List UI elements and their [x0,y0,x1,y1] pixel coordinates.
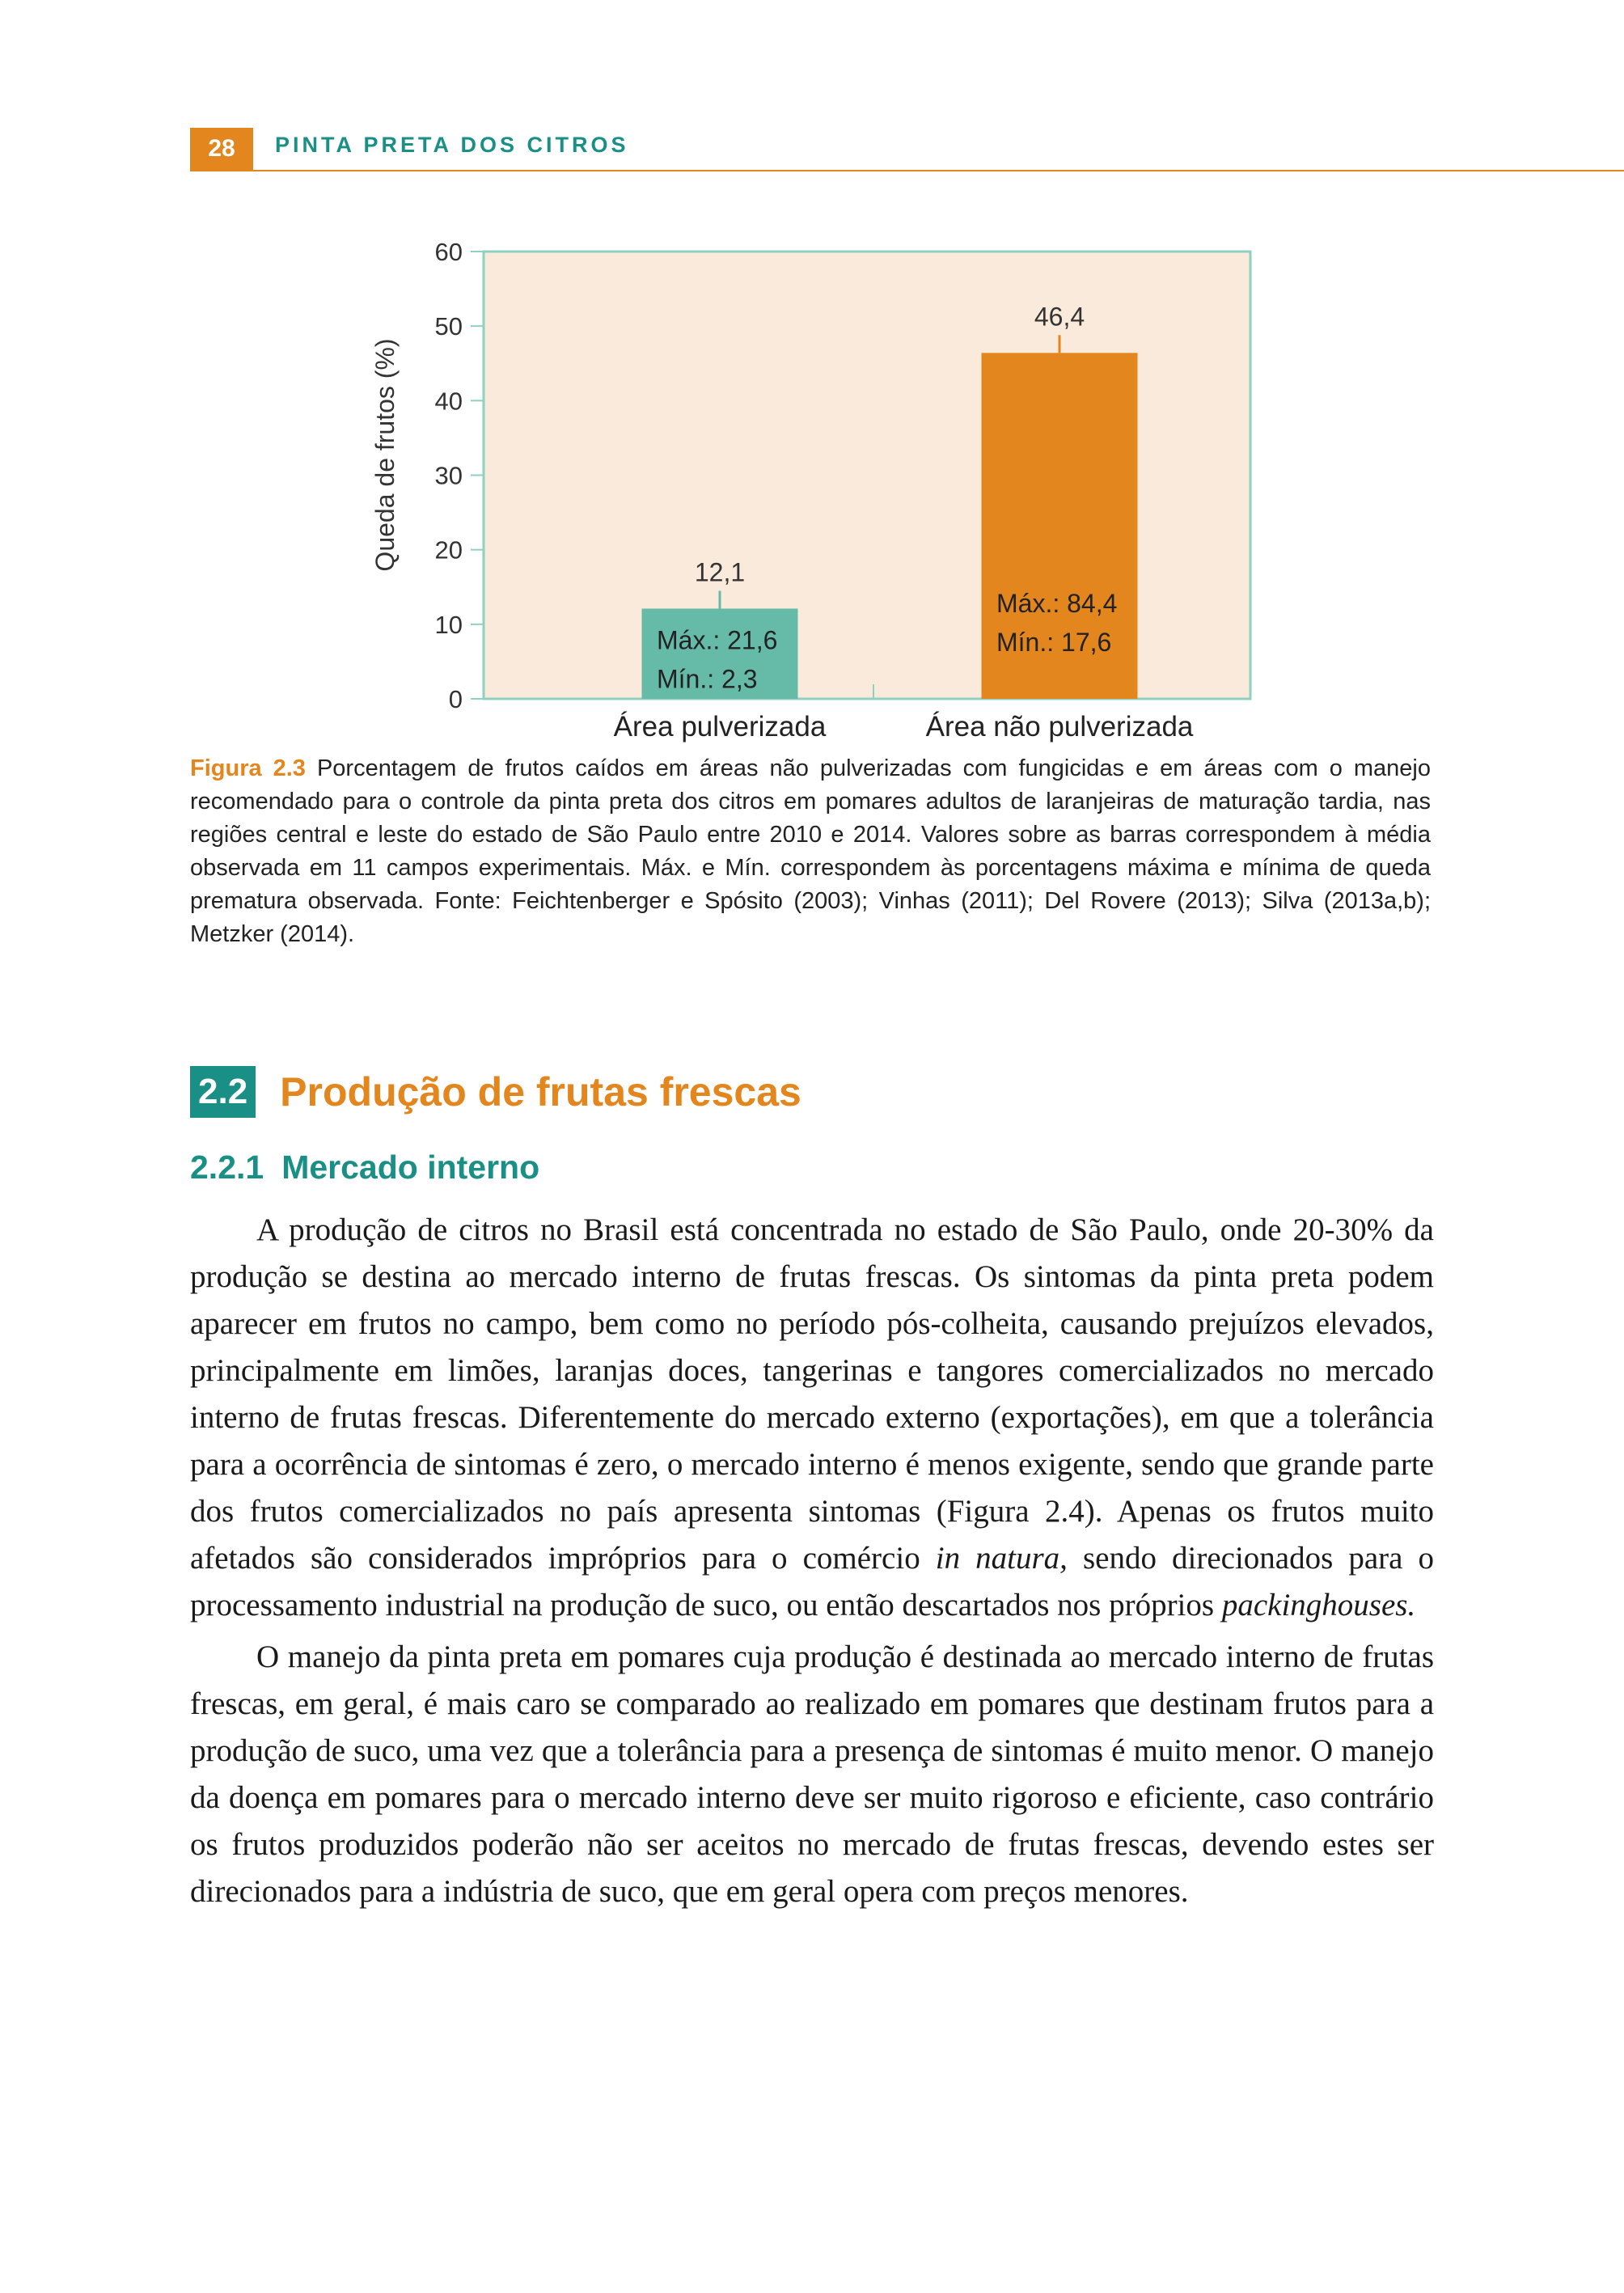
figure-caption-text: Porcentagem de frutos caídos em áreas não pulverizadas com fungicidas e em áreas com o manejo recomendado para o controle da pinta preta dos citros em pomares adultos de laranjeiras de maturação tardia, nas regiões central e leste do estado de São Paulo entre 2010 e 2014. Valores sobre as barras correspondem à média observada em 11 campos experimentais. Máx. e Mín. correspondem às porcentagens máxima e mínima de queda prematura observada. Fonte: Feichtenberger e Spósito (2003); Vinhas (2011); Del Rovere (2013); Silva (2013a,b); Metzker (2014). [190,755,1431,947]
figure-label: Figura 2.3 [190,755,306,781]
bar-chart [0,0,1624,752]
subsection-number: 2.2.1 [190,1149,264,1186]
running-title: PINTA PRETA DOS CITROS [275,133,629,157]
section-heading [190,1066,801,1118]
paragraph-text: sendo direcionados para o processamento industrial na produção de suco, ou então descartados nos próprios [190,1541,1434,1622]
y-tick-label: 40 [434,387,463,416]
section-number: 2.2 [190,1066,256,1118]
y-tick-label: 0 [448,685,463,713]
y-tick-label: 60 [434,238,463,266]
y-tick-label: 50 [434,312,463,341]
x-tick-label: Área não pulverizada [925,711,1194,742]
data-label: 12,1 [694,557,746,587]
figure-caption [190,752,1431,951]
subsection-heading [190,1149,539,1187]
body-text [190,1207,1434,1920]
max-label: Máx.: 84,4 [996,589,1118,618]
y-tick-label: 30 [434,461,463,490]
section-title: Produção de frutas frescas [280,1069,801,1115]
subsection-title: Mercado interno [281,1149,540,1186]
y-tick-label: 10 [434,610,463,639]
y-tick-label: 20 [434,535,463,565]
paragraph: O manejo da pinta preta em pomares cuja produção é destinada ao mercado interno de frutas frescas, em geral, é mais caro se comparado ao realizado em pomares que destinam frutos para a produção de suco, uma vez que a tolerância para a presença de sintomas é muito menor. O manejo da doença em pomares para o mercado interno deve ser muito rigoroso e eficiente, caso contrário os frutos produzidos poderão não ser aceitos no mercado de frutas frescas, devendo estes ser direcionados para a indústria de suco, que em geral opera com preços menores. [190,1639,1434,1909]
paragraph-text: A produção de citros no Brasil está concentrada no estado de São Paulo, onde 20-30% da produção se destina ao mercado interno de frutas frescas. Os sintomas da pinta preta podem aparecer em frutos no campo, bem como no período pós-colheita, causando prejuízos elevados, principalmente em limões, laranjas doces, tangerinas e tangores comercializados no mercado interno de frutas frescas. Diferentemente do mercado externo (exportações), em que a tolerância para a ocorrência de sintomas é zero, o mercado interno é menos exigente, sendo que grande parte dos frutos comercializados no país apresenta sintomas (Figura 2.4). Apenas os frutos muito afetados são considerados impróprios para o comércio [190,1212,1434,1576]
min-label: Mín.: 2,3 [657,664,758,694]
paragraph [190,1207,1434,1629]
data-label: 46,4 [1034,302,1085,332]
page-number: 28 [190,128,253,170]
min-label: Mín.: 17,6 [996,628,1112,657]
x-tick-label: Área pulverizada [613,711,827,742]
y-axis-label: Queda de frutos (%) [370,338,400,572]
italic-term: in natura, [935,1541,1068,1576]
italic-term: packinghouses. [1221,1588,1416,1622]
max-label: Máx.: 21,6 [657,625,778,655]
